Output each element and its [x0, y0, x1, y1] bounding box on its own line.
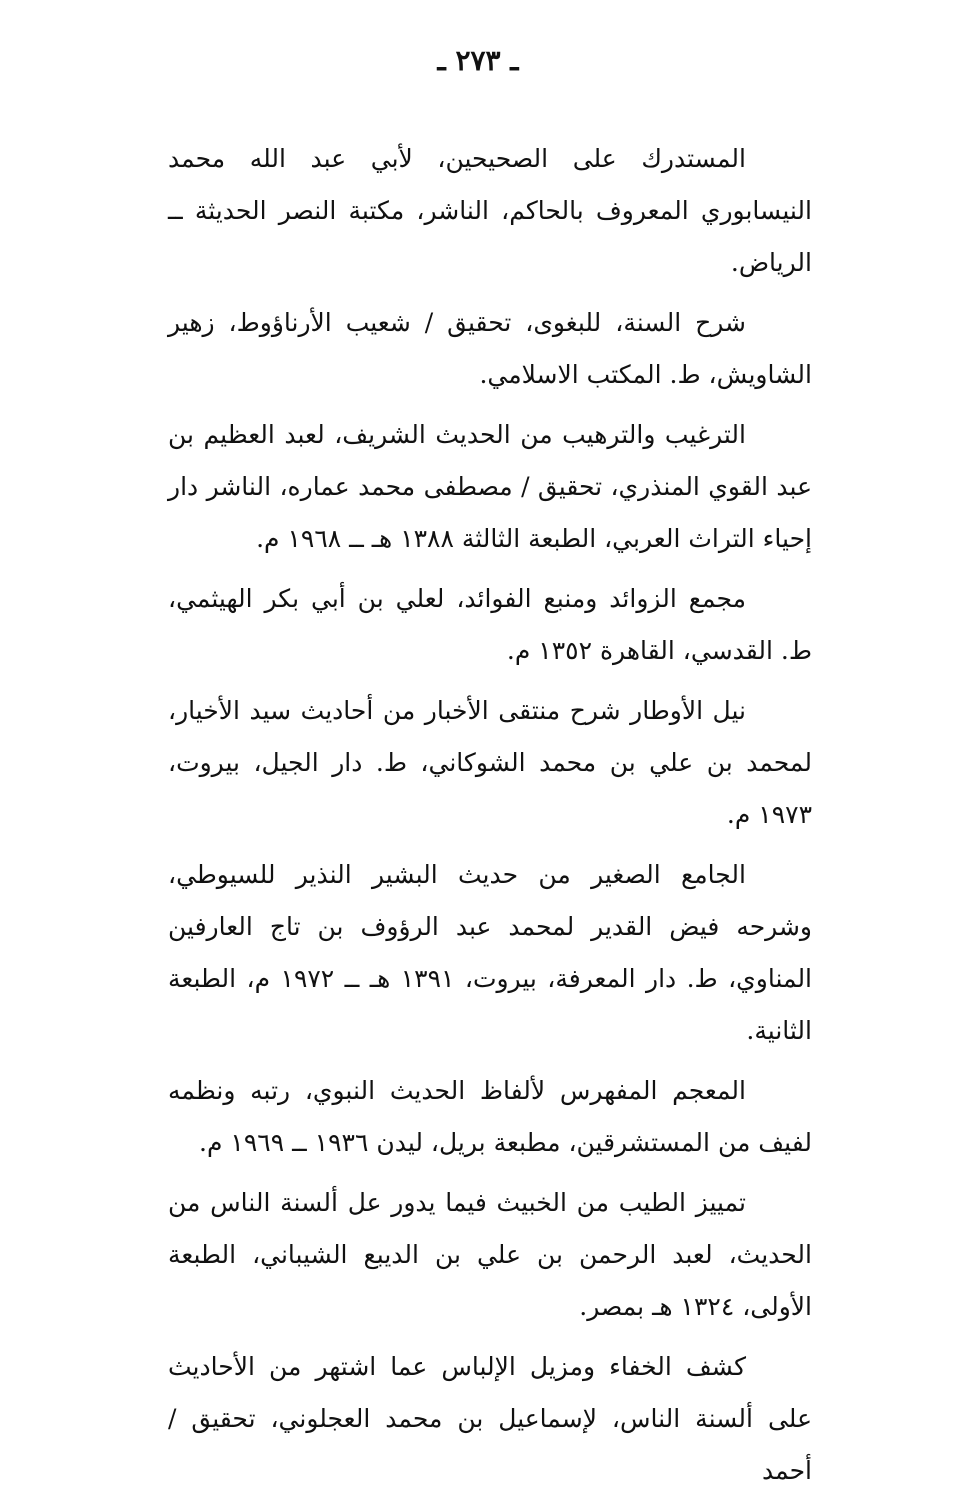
bibliography-entry: شرح السنة، للبغوى، تحقيق / شعيب الأرناؤوط، زهير الشاويش، ط. المكتب الاسلامي.: [168, 308, 812, 389]
bibliography-entry: الترغيب والترهيب من الحديث الشريف، لعبد العظيم بن عبد القوي المنذري، تحقيق / مصطفى محمد عماره، الناشر دار إحياء التراث العربي، الطبعة الثالثة ١٣٨٨ هـ ــ ١٩٦٨ م.: [168, 420, 812, 553]
bibliography-entry: نيل الأوطار شرح منتقى الأخبار من أحاديث سيد الأخيار، لمحمد بن علي بن محمد الشوكاني، ط. دار الجيل، بيروت، ١٩٧٣ م.: [168, 696, 812, 829]
page-number: ـ ٢٧٣ ـ: [437, 44, 519, 77]
bibliography-entry: الجامع الصغير من حديث البشير النذير للسيوطي، وشرحه فيض القدير لمحمد عبد الرؤوف بن تاج العارفين المناوي، ط. دار المعرفة، بيروت، ١٣٩١ هـ ــ ١٩٧٢ م، الطبعة الثانية.: [168, 860, 813, 1045]
bibliography-entry: المستدرك على الصحيحين، لأبي عبد الله محمد النيسابوري المعروف بالحاكم، الناشر، مكتبة النصر الحديثة ــ الرياض.: [168, 144, 812, 277]
bibliography-entry: تمييز الطيب من الخبيث فيما يدور عل ألسنة الناس من الحديث، لعبد الرحمن بن علي بن الديبع الشيباني، الطبعة الأولى، ١٣٢٤ هـ بمصر.: [168, 1188, 812, 1321]
bibliography-entry: كشف الخفاء ومزيل الإلباس عما اشتهر من الأحاديث على ألسنة الناس، لإسماعيل بن محمد العجلوني، تحقيق / أحمد: [168, 1352, 812, 1485]
bibliography-entry: مجمع الزوائد ومنبع الفوائد، لعلي بن أبي بكر الهيثمي، ط. القدسي، القاهرة ١٣٥٢ م.: [168, 584, 812, 665]
bibliography-list: [168, 133, 812, 1505]
bibliography-entry: المعجم المفهرس لألفاظ الحديث النبوي، رتبه ونظمه لفيف من المستشرقين، مطبعة بريل، ليدن ١٩٣٦ ــ ١٩٦٩ م.: [168, 1076, 812, 1157]
